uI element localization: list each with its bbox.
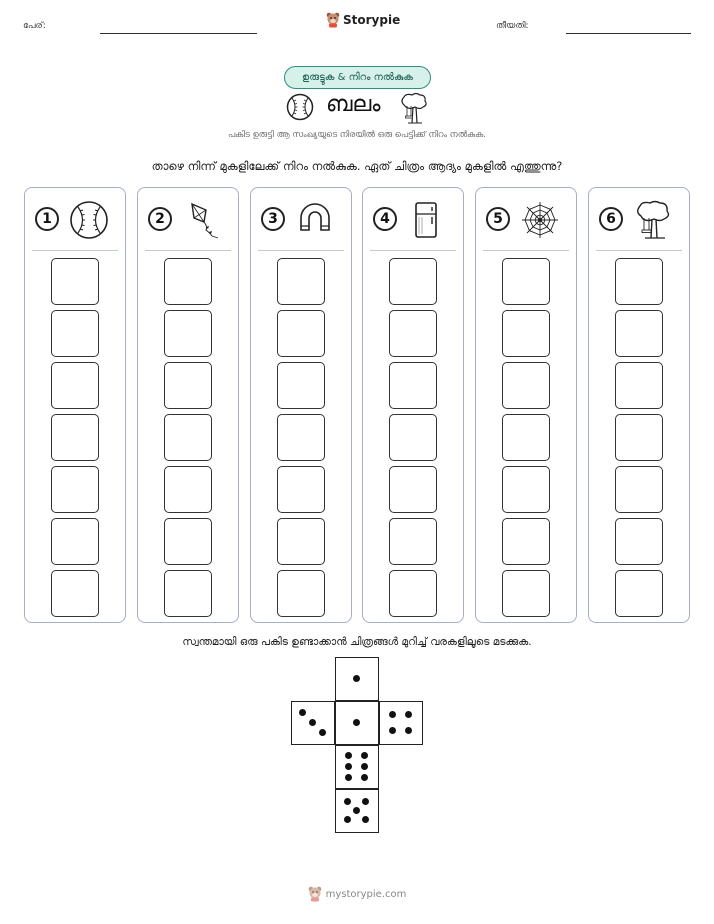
column-number: 2 — [148, 207, 172, 231]
die-pip — [299, 709, 306, 716]
color-box[interactable] — [277, 310, 325, 357]
activity-subtitle: പകിട ഉരുട്ടി ആ സംഖ്യയുടെ നിരയിൽ ഒരു പെട്ടിക്ക് നിറം നൽകുക. — [228, 130, 486, 140]
color-box[interactable] — [51, 414, 99, 461]
box-stack — [502, 258, 550, 622]
die-pip — [345, 774, 352, 781]
color-box[interactable] — [502, 570, 550, 617]
color-box[interactable] — [164, 310, 212, 357]
color-box[interactable] — [277, 570, 325, 617]
color-box[interactable] — [389, 466, 437, 513]
color-box[interactable] — [277, 518, 325, 565]
color-box[interactable] — [502, 362, 550, 409]
column-number: 6 — [599, 207, 623, 231]
color-box[interactable] — [502, 518, 550, 565]
color-box[interactable] — [502, 258, 550, 305]
die-pip — [309, 719, 316, 726]
baseball-icon — [286, 93, 314, 121]
color-box[interactable] — [389, 414, 437, 461]
tree-swing-icon — [633, 200, 673, 240]
die-pip — [405, 711, 412, 718]
color-box[interactable] — [277, 362, 325, 409]
page-title: ബലം — [326, 92, 381, 117]
box-stack — [277, 258, 325, 622]
footer-site: mystorypie.com — [325, 888, 407, 900]
die-pip — [361, 752, 368, 759]
date-line — [566, 33, 691, 34]
column-3 — [250, 187, 352, 623]
bear-mascot-icon — [308, 886, 322, 902]
die-face-3 — [291, 701, 335, 745]
column-number: 5 — [486, 207, 510, 231]
brand-logo — [326, 12, 400, 28]
die-pip — [344, 798, 351, 805]
magnet-icon — [295, 200, 335, 240]
color-box[interactable] — [164, 570, 212, 617]
die-pip — [361, 763, 368, 770]
color-box[interactable] — [164, 414, 212, 461]
die-pip — [345, 752, 352, 759]
column-2 — [137, 187, 239, 623]
column-number: 3 — [261, 207, 285, 231]
die-pip — [353, 675, 360, 682]
baseball-icon — [69, 200, 109, 240]
die-pip — [405, 727, 412, 734]
color-box[interactable] — [615, 310, 663, 357]
box-stack — [389, 258, 437, 622]
die-pip — [353, 807, 360, 814]
box-stack — [51, 258, 99, 622]
die-face-4 — [379, 701, 423, 745]
footer — [0, 886, 714, 902]
column-5 — [475, 187, 577, 623]
color-box[interactable] — [164, 466, 212, 513]
name-label: പേര്: — [23, 21, 46, 31]
color-box[interactable] — [277, 258, 325, 305]
color-box[interactable] — [615, 518, 663, 565]
column-1 — [24, 187, 126, 623]
color-box[interactable] — [164, 518, 212, 565]
column-4 — [362, 187, 464, 623]
die-pip — [319, 729, 326, 736]
color-box[interactable] — [615, 258, 663, 305]
die-face-5 — [335, 789, 379, 833]
column-number: 4 — [373, 207, 397, 231]
bear-mascot-icon — [326, 12, 340, 28]
color-box[interactable] — [389, 258, 437, 305]
color-box[interactable] — [502, 414, 550, 461]
color-box[interactable] — [51, 570, 99, 617]
die-instructions: സ്വന്തമായി ഒരു പകിട ഉണ്ടാക്കാൻ ചിത്രങ്ങൾ മുറിച്ച് വരകളിലൂടെ മടക്കുക. — [182, 636, 532, 648]
color-box[interactable] — [51, 518, 99, 565]
die-face-1 — [335, 701, 379, 745]
column-6 — [588, 187, 690, 623]
die-face-1 — [335, 657, 379, 701]
activity-instruction: താഴെ നിന്ന് മുകളിലേക്ക് നിറം നൽകുക. ഏത് ചിത്രം ആദ്യം മുകളിൽ എത്തുന്നു? — [151, 159, 563, 173]
color-box[interactable] — [389, 362, 437, 409]
name-line — [100, 33, 257, 34]
box-stack — [164, 258, 212, 622]
kite-icon — [182, 200, 222, 240]
color-box[interactable] — [389, 310, 437, 357]
color-box[interactable] — [502, 466, 550, 513]
die-pip — [362, 816, 369, 823]
color-box[interactable] — [51, 310, 99, 357]
die-pip — [344, 816, 351, 823]
die-pip — [389, 711, 396, 718]
die-face-6 — [335, 745, 379, 789]
color-box[interactable] — [277, 414, 325, 461]
refrigerator-icon — [407, 200, 447, 240]
die-pip — [362, 798, 369, 805]
color-box[interactable] — [389, 518, 437, 565]
color-box[interactable] — [51, 258, 99, 305]
box-stack — [615, 258, 663, 622]
color-box[interactable] — [615, 466, 663, 513]
color-box[interactable] — [615, 362, 663, 409]
title-row — [280, 92, 440, 124]
tree-swing-icon — [398, 92, 430, 124]
color-box[interactable] — [615, 570, 663, 617]
color-box[interactable] — [277, 466, 325, 513]
spider-web-icon — [520, 200, 560, 240]
die-pip — [361, 774, 368, 781]
color-box[interactable] — [164, 258, 212, 305]
color-box[interactable] — [51, 362, 99, 409]
die-pip — [389, 727, 396, 734]
die-pip — [353, 719, 360, 726]
date-label: തീയതി: — [496, 21, 529, 31]
color-box[interactable] — [51, 466, 99, 513]
column-number: 1 — [35, 207, 59, 231]
color-box[interactable] — [615, 414, 663, 461]
activity-badge: ഉരുട്ടുക & നിറം നൽകുക — [284, 66, 431, 89]
color-box[interactable] — [164, 362, 212, 409]
brand-name: Storypie — [343, 13, 401, 27]
die-pip — [345, 763, 352, 770]
color-box[interactable] — [389, 570, 437, 617]
color-box[interactable] — [502, 310, 550, 357]
